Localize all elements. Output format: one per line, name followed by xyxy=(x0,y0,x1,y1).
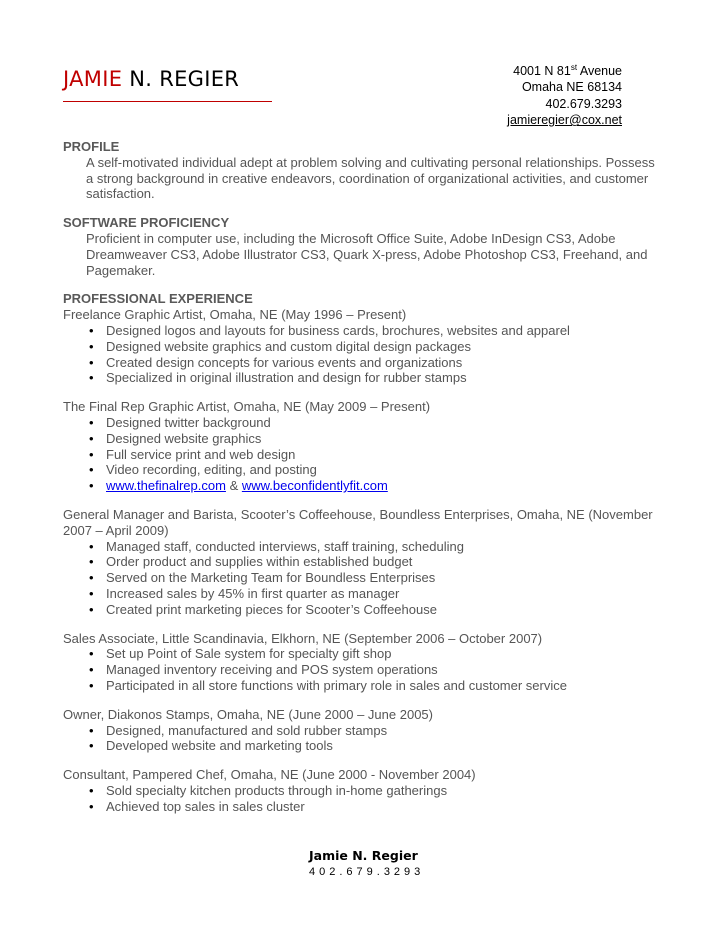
contact-block xyxy=(507,63,622,129)
address-line-2: Omaha NE 68134 xyxy=(521,80,622,95)
email-link[interactable]: jamieregier@cox.net xyxy=(507,113,622,128)
footer-name: Jamie N. Regier xyxy=(309,848,418,863)
list-item: • Managed inventory receiving and POS system operations xyxy=(63,662,663,678)
resume-name xyxy=(63,67,239,91)
list-item: • Developed website and marketing tools xyxy=(63,738,663,754)
job-little-scandinavia xyxy=(63,631,663,694)
page-footer xyxy=(309,848,424,878)
list-item: • Created design concepts for various events and organizations xyxy=(63,355,663,371)
list-item: • Designed website graphics and custom digital design packages xyxy=(63,339,663,355)
list-item: • Designed website graphics xyxy=(63,431,663,447)
beconfidentlyfit-link[interactable]: www.beconfidentlyfit.com xyxy=(241,478,388,494)
list-item: • Sold specialty kitchen products through in-home gatherings xyxy=(63,783,663,799)
job-title: Freelance Graphic Artist, Omaha, NE (May 1996 – Present) xyxy=(63,307,407,323)
link-separator: & xyxy=(225,478,242,494)
list-item: • Managed staff, conducted interviews, staff training, scheduling xyxy=(63,539,663,555)
list-item: • Increased sales by 45% in first quarter as manager xyxy=(63,586,663,602)
job-freelance xyxy=(63,307,663,386)
list-item: • Participated in all store functions with primary role in sales and customer service xyxy=(63,678,663,694)
links-list-item xyxy=(63,478,663,494)
list-item: • Set up Point of Sale system for specialty gift shop xyxy=(63,646,663,662)
list-item: • Video recording, editing, and posting xyxy=(63,462,663,478)
job-title: Consultant, Pampered Chef, Omaha, NE (June 2000 - November 2004) xyxy=(63,767,476,783)
job-bullets xyxy=(63,323,663,386)
first-name: JAMIE xyxy=(63,67,123,91)
job-bullets xyxy=(63,415,663,494)
job-scooters xyxy=(63,507,663,618)
job-bullets xyxy=(63,723,663,755)
list-item: • Specialized in original illustration and design for rubber stamps xyxy=(63,370,663,386)
address-line-1: 4001 N 81st Avenue xyxy=(513,62,622,78)
list-item: • Achieved top sales in sales cluster xyxy=(63,799,663,815)
job-bullets xyxy=(63,783,663,815)
experience-section xyxy=(63,291,663,814)
job-pampered-chef xyxy=(63,767,663,814)
footer-phone: 402.679.3293 xyxy=(309,866,425,878)
job-diakonos xyxy=(63,707,663,754)
software-section xyxy=(63,215,663,278)
job-bullets xyxy=(63,539,663,618)
job-title: Owner, Diakonos Stamps, Omaha, NE (June 2000 – June 2005) xyxy=(63,706,433,722)
list-item: • Designed twitter background xyxy=(63,415,663,431)
profile-section xyxy=(63,139,663,202)
list-item: • Full service print and web design xyxy=(63,447,663,463)
list-item: • Created print marketing pieces for Scooter’s Coffeehouse xyxy=(63,602,663,618)
software-text: Proficient in computer use, including the Microsoft Office Suite, Adobe InDesign CS3, Adobe Dreamweaver CS3, Adobe Illustrator CS3, Quark X-press, Adobe Photoshop CS3, Freehand, and Pagemaker. xyxy=(86,230,648,278)
profile-text: A self-motivated individual adept at problem solving and cultivating personal relationships. Possess a strong background in creative endeavors, coordination of organizational activities, and customer satisfaction. xyxy=(86,154,655,202)
last-name: N. REGIER xyxy=(122,67,240,91)
phone-number: 402.679.3293 xyxy=(545,96,622,111)
thefinalrep-link[interactable]: www.thefinalrep.com xyxy=(106,478,226,494)
list-item: • Designed logos and layouts for business cards, brochures, websites and apparel xyxy=(63,323,663,339)
name-underline xyxy=(63,101,272,102)
experience-heading: PROFESSIONAL EXPERIENCE xyxy=(63,291,253,307)
list-item: • Order product and supplies within established budget xyxy=(63,554,663,570)
job-title: The Final Rep Graphic Artist, Omaha, NE (May 2009 – Present) xyxy=(63,399,431,415)
job-title: Sales Associate, Little Scandinavia, Elkhorn, NE (September 2006 – October 2007) xyxy=(63,630,543,646)
job-bullets xyxy=(63,646,663,693)
list-item: • Designed, manufactured and sold rubber stamps xyxy=(63,723,663,739)
software-heading: SOFTWARE PROFICIENCY xyxy=(63,215,230,231)
job-final-rep xyxy=(63,399,663,494)
resume-body xyxy=(63,139,663,827)
list-item: • Served on the Marketing Team for Boundless Enterprises xyxy=(63,570,663,586)
profile-heading: PROFILE xyxy=(63,139,120,154)
job-title: General Manager and Barista, Scooter’s Coffeehouse, Boundless Enterprises, Omaha, NE (November 2007 – April 2009) xyxy=(63,506,653,538)
